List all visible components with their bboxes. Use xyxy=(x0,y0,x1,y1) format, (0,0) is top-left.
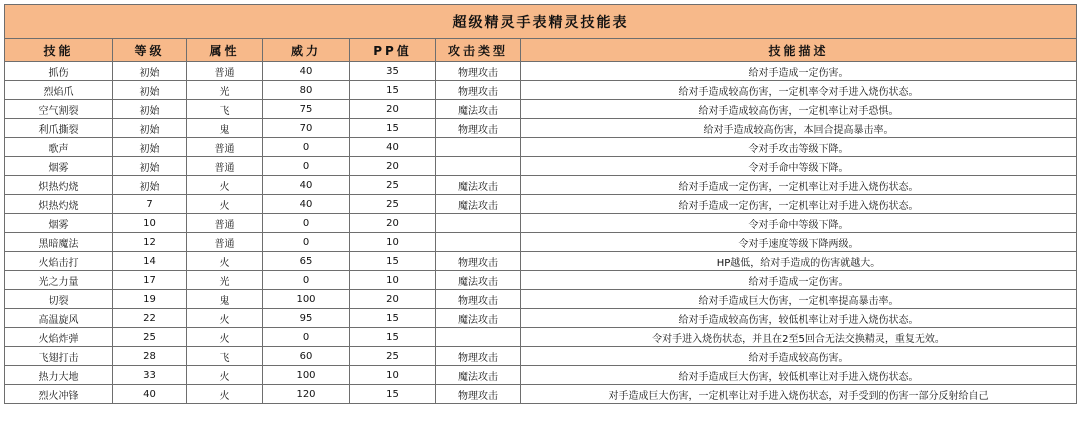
pp-cell: 20 xyxy=(350,100,436,119)
table-row xyxy=(5,176,1077,195)
attribute-cell: 火 xyxy=(187,252,263,271)
level-cell: 12 xyxy=(113,233,187,252)
power-cell: 0 xyxy=(263,157,350,176)
skill-name-cell: 火焰击打 xyxy=(5,252,113,271)
attack-type-cell: 魔法攻击 xyxy=(436,366,521,385)
level-cell: 28 xyxy=(113,347,187,366)
attribute-cell: 火 xyxy=(187,309,263,328)
power-cell: 80 xyxy=(263,81,350,100)
attribute-cell: 鬼 xyxy=(187,119,263,138)
attribute-cell: 飞 xyxy=(187,347,263,366)
power-cell: 65 xyxy=(263,252,350,271)
table-row xyxy=(5,252,1077,271)
pp-cell: 10 xyxy=(350,233,436,252)
power-cell: 40 xyxy=(263,176,350,195)
attack-type-cell: 魔法攻击 xyxy=(436,309,521,328)
table-row xyxy=(5,138,1077,157)
skill-name-cell: 光之力量 xyxy=(5,271,113,290)
level-cell: 19 xyxy=(113,290,187,309)
power-cell: 100 xyxy=(263,290,350,309)
column-header-attribute: 属性 xyxy=(187,39,263,62)
table-row xyxy=(5,195,1077,214)
table-row xyxy=(5,385,1077,404)
table-row xyxy=(5,214,1077,233)
description-cell: 给对手造成较高伤害。 xyxy=(521,347,1077,366)
pp-cell: 35 xyxy=(350,62,436,81)
power-cell: 40 xyxy=(263,62,350,81)
attack-type-cell: 物理攻击 xyxy=(436,290,521,309)
description-cell: 给对手造成较高伤害，本回合提高暴击率。 xyxy=(521,119,1077,138)
table-row xyxy=(5,100,1077,119)
description-cell: 给对手造成一定伤害。 xyxy=(521,62,1077,81)
attribute-cell: 鬼 xyxy=(187,290,263,309)
skill-name-cell: 利爪撕裂 xyxy=(5,119,113,138)
pp-cell: 20 xyxy=(350,214,436,233)
attack-type-cell: 物理攻击 xyxy=(436,119,521,138)
power-cell: 100 xyxy=(263,366,350,385)
table-row xyxy=(5,62,1077,81)
description-cell: 给对手造成巨大伤害，较低机率让对手进入烧伤状态。 xyxy=(521,366,1077,385)
attack-type-cell xyxy=(436,328,521,347)
table-row xyxy=(5,347,1077,366)
description-cell: 令对手命中等级下降。 xyxy=(521,157,1077,176)
attack-type-cell: 魔法攻击 xyxy=(436,195,521,214)
skill-name-cell: 炽热灼烧 xyxy=(5,195,113,214)
description-cell: 令对手命中等级下降。 xyxy=(521,214,1077,233)
attribute-cell: 光 xyxy=(187,81,263,100)
power-cell: 0 xyxy=(263,214,350,233)
skill-name-cell: 飞翅打击 xyxy=(5,347,113,366)
skill-table xyxy=(4,4,1077,404)
pp-cell: 20 xyxy=(350,157,436,176)
description-cell: 给对手造成巨大伤害，一定机率提高暴击率。 xyxy=(521,290,1077,309)
attribute-cell: 普通 xyxy=(187,157,263,176)
table-row xyxy=(5,366,1077,385)
column-header-level: 等级 xyxy=(113,39,187,62)
attribute-cell: 普通 xyxy=(187,62,263,81)
attribute-cell: 普通 xyxy=(187,138,263,157)
power-cell: 120 xyxy=(263,385,350,404)
description-cell: 令对手进入烧伤状态，并且在2至5回合无法交换精灵，重复无效。 xyxy=(521,328,1077,347)
skill-name-cell: 烈火冲锋 xyxy=(5,385,113,404)
skill-name-cell: 切裂 xyxy=(5,290,113,309)
power-cell: 0 xyxy=(263,328,350,347)
attack-type-cell: 物理攻击 xyxy=(436,385,521,404)
table-title: 超级精灵手表精灵技能表 xyxy=(5,5,1077,39)
level-cell: 初始 xyxy=(113,138,187,157)
attack-type-cell: 魔法攻击 xyxy=(436,271,521,290)
attribute-cell: 火 xyxy=(187,385,263,404)
column-header-attack-type: 攻击类型 xyxy=(436,39,521,62)
pp-cell: 10 xyxy=(350,271,436,290)
column-header-skill: 技能 xyxy=(5,39,113,62)
table-row xyxy=(5,290,1077,309)
level-cell: 初始 xyxy=(113,157,187,176)
pp-cell: 25 xyxy=(350,176,436,195)
attack-type-cell: 物理攻击 xyxy=(436,347,521,366)
attack-type-cell xyxy=(436,214,521,233)
skill-name-cell: 火焰炸弹 xyxy=(5,328,113,347)
level-cell: 初始 xyxy=(113,119,187,138)
attribute-cell: 火 xyxy=(187,195,263,214)
power-cell: 0 xyxy=(263,271,350,290)
skill-name-cell: 黑暗魔法 xyxy=(5,233,113,252)
attack-type-cell: 魔法攻击 xyxy=(436,176,521,195)
power-cell: 70 xyxy=(263,119,350,138)
level-cell: 10 xyxy=(113,214,187,233)
attribute-cell: 火 xyxy=(187,328,263,347)
skill-name-cell: 烟雾 xyxy=(5,157,113,176)
level-cell: 7 xyxy=(113,195,187,214)
table-row xyxy=(5,119,1077,138)
level-cell: 25 xyxy=(113,328,187,347)
level-cell: 17 xyxy=(113,271,187,290)
pp-cell: 15 xyxy=(350,328,436,347)
table-row xyxy=(5,157,1077,176)
skill-name-cell: 高温旋风 xyxy=(5,309,113,328)
level-cell: 初始 xyxy=(113,62,187,81)
pp-cell: 40 xyxy=(350,138,436,157)
skill-name-cell: 空气割裂 xyxy=(5,100,113,119)
pp-cell: 15 xyxy=(350,119,436,138)
description-cell: 给对手造成较高伤害，一定机率让对手恐惧。 xyxy=(521,100,1077,119)
pp-cell: 15 xyxy=(350,309,436,328)
table-row xyxy=(5,81,1077,100)
table-row xyxy=(5,233,1077,252)
header-row xyxy=(5,39,1077,62)
description-cell: 给对手造成一定伤害，一定机率让对手进入烧伤状态。 xyxy=(521,176,1077,195)
level-cell: 初始 xyxy=(113,81,187,100)
description-cell: 给对手造成较高伤害，较低机率让对手进入烧伤状态。 xyxy=(521,309,1077,328)
pp-cell: 10 xyxy=(350,366,436,385)
skill-name-cell: 热力大地 xyxy=(5,366,113,385)
skill-name-cell: 烈焰爪 xyxy=(5,81,113,100)
pp-cell: 25 xyxy=(350,347,436,366)
skill-name-cell: 炽热灼烧 xyxy=(5,176,113,195)
description-cell: 令对手速度等级下降两级。 xyxy=(521,233,1077,252)
attribute-cell: 火 xyxy=(187,366,263,385)
attack-type-cell xyxy=(436,233,521,252)
attack-type-cell: 物理攻击 xyxy=(436,81,521,100)
attack-type-cell xyxy=(436,138,521,157)
description-cell: 对手造成巨大伤害，一定机率让对手进入烧伤状态，对手受到的伤害一部分反射给自己 xyxy=(521,385,1077,404)
table-row xyxy=(5,328,1077,347)
power-cell: 75 xyxy=(263,100,350,119)
level-cell: 初始 xyxy=(113,176,187,195)
attack-type-cell xyxy=(436,157,521,176)
table-row xyxy=(5,271,1077,290)
attribute-cell: 普通 xyxy=(187,214,263,233)
level-cell: 40 xyxy=(113,385,187,404)
attack-type-cell: 物理攻击 xyxy=(436,252,521,271)
power-cell: 60 xyxy=(263,347,350,366)
skill-name-cell: 抓伤 xyxy=(5,62,113,81)
description-cell: 令对手攻击等级下降。 xyxy=(521,138,1077,157)
level-cell: 33 xyxy=(113,366,187,385)
pp-cell: 25 xyxy=(350,195,436,214)
pp-cell: 15 xyxy=(350,385,436,404)
power-cell: 0 xyxy=(263,138,350,157)
skill-name-cell: 歌声 xyxy=(5,138,113,157)
level-cell: 初始 xyxy=(113,100,187,119)
power-cell: 40 xyxy=(263,195,350,214)
attribute-cell: 光 xyxy=(187,271,263,290)
attack-type-cell: 魔法攻击 xyxy=(436,100,521,119)
description-cell: HP越低，给对手造成的伤害就越大。 xyxy=(521,252,1077,271)
table-row xyxy=(5,309,1077,328)
attribute-cell: 普通 xyxy=(187,233,263,252)
column-header-description: 技能描述 xyxy=(521,39,1077,62)
description-cell: 给对手造成较高伤害，一定机率令对手进入烧伤状态。 xyxy=(521,81,1077,100)
column-header-pp: PP值 xyxy=(350,39,436,62)
attribute-cell: 飞 xyxy=(187,100,263,119)
pp-cell: 15 xyxy=(350,252,436,271)
attribute-cell: 火 xyxy=(187,176,263,195)
description-cell: 给对手造成一定伤害，一定机率让对手进入烧伤状态。 xyxy=(521,195,1077,214)
column-header-power: 威力 xyxy=(263,39,350,62)
level-cell: 22 xyxy=(113,309,187,328)
level-cell: 14 xyxy=(113,252,187,271)
pp-cell: 15 xyxy=(350,81,436,100)
pp-cell: 20 xyxy=(350,290,436,309)
description-cell: 给对手造成一定伤害。 xyxy=(521,271,1077,290)
skill-table-sheet xyxy=(4,4,1076,404)
power-cell: 95 xyxy=(263,309,350,328)
attack-type-cell: 物理攻击 xyxy=(436,62,521,81)
skill-name-cell: 烟雾 xyxy=(5,214,113,233)
power-cell: 0 xyxy=(263,233,350,252)
